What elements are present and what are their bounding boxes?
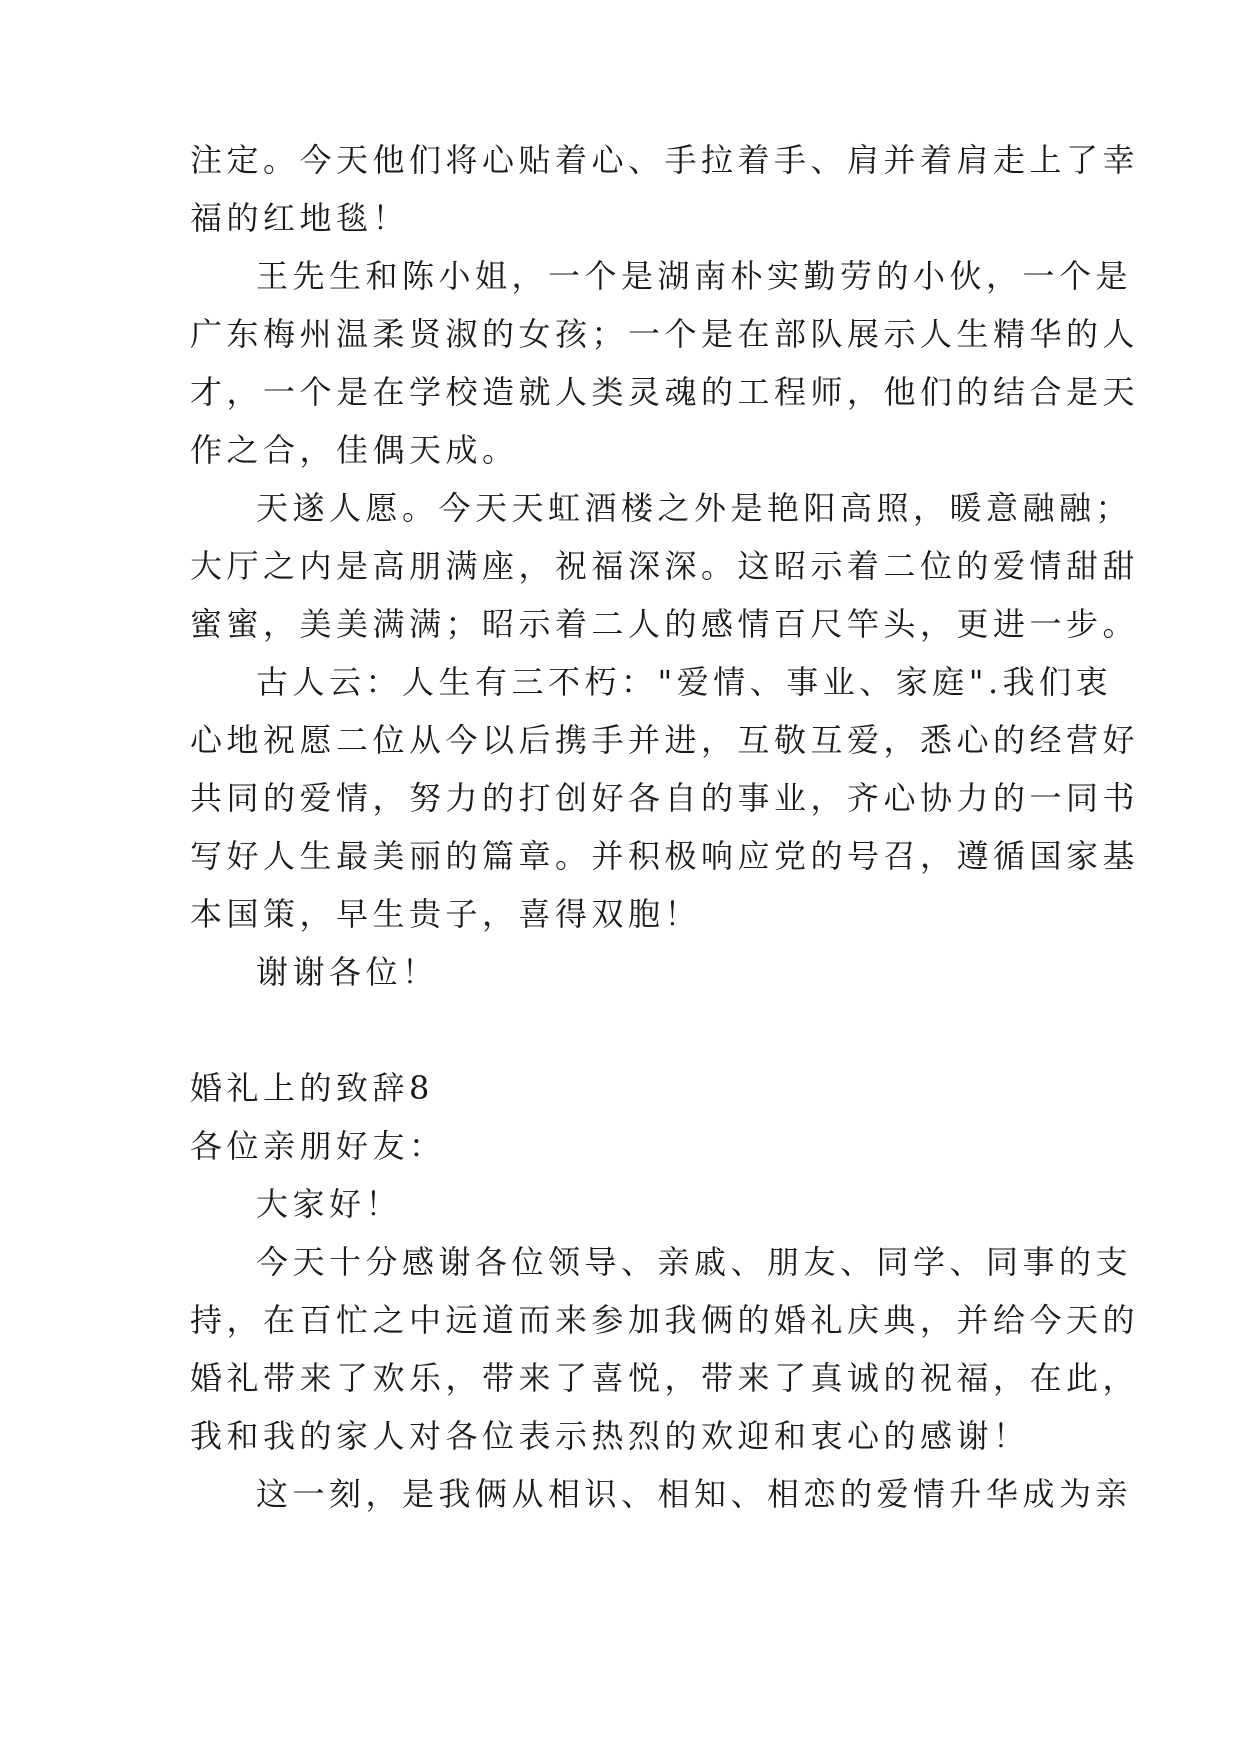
- text-line: 我和我的家人对各位表示热烈的欢迎和衷心的感谢！: [190, 1417, 1030, 1455]
- paragraph-first-line: 这一刻，是我俩从相识、相知、相恋的爱情升华成为亲: [256, 1475, 1133, 1513]
- text-line: 心地祝愿二位从今以后携手并进，互敬互爱，悉心的经营好: [190, 721, 1140, 759]
- salutation: 各位亲朋好友：: [190, 1127, 446, 1165]
- text-line: 才，一个是在学校造就人类灵魂的工程师，他们的结合是天: [190, 373, 1140, 411]
- paragraph-gap: [190, 1001, 1050, 1059]
- text-line: 蜜蜜，美美满满；昭示着二人的感情百尺竿头，更进一步。: [190, 605, 1140, 643]
- document-body: [190, 131, 1140, 1523]
- greeting: 大家好！: [256, 1185, 403, 1223]
- text-line: 福的红地毯！: [190, 199, 410, 237]
- text-line: 持，在百忙之中远道而来参加我俩的婚礼庆典，并给今天的: [190, 1301, 1140, 1339]
- section-title: 婚礼上的致辞8: [190, 1069, 434, 1107]
- closing-thanks: 谢谢各位！: [256, 953, 439, 991]
- text-line: 共同的爱情，努力的打创好各自的事业，齐心协力的一同书: [190, 779, 1140, 817]
- text-line: 大厅之内是高朋满座，祝福深深。这昭示着二位的爱情甜甜: [190, 547, 1140, 585]
- text-line: 广东梅州温柔贤淑的女孩；一个是在部队展示人生精华的人: [190, 315, 1140, 353]
- paragraph-first-line: 古人云：人生有三不朽："爱情、事业、家庭".我们衷: [256, 663, 1113, 701]
- text-line: 婚礼带来了欢乐，带来了喜悦，带来了真诚的祝福，在此，: [190, 1359, 1140, 1397]
- paragraph-first-line: 今天十分感谢各位领导、亲戚、朋友、同学、同事的支: [256, 1243, 1133, 1281]
- text-line: 写好人生最美丽的篇章。并积极响应党的号召，遵循国家基: [190, 837, 1140, 875]
- text-line: 注定。今天他们将心贴着心、手拉着手、肩并着肩走上了幸: [190, 141, 1140, 179]
- paragraph-first-line: 天遂人愿。今天天虹酒楼之外是艳阳高照，暖意融融；: [256, 489, 1133, 527]
- text-line: 本国策，早生贵子，喜得双胞！: [190, 895, 702, 933]
- paragraph-first-line: 王先生和陈小姐，一个是湖南朴实勤劳的小伙，一个是: [256, 257, 1133, 295]
- text-line: 作之合，佳偶天成。: [190, 431, 519, 469]
